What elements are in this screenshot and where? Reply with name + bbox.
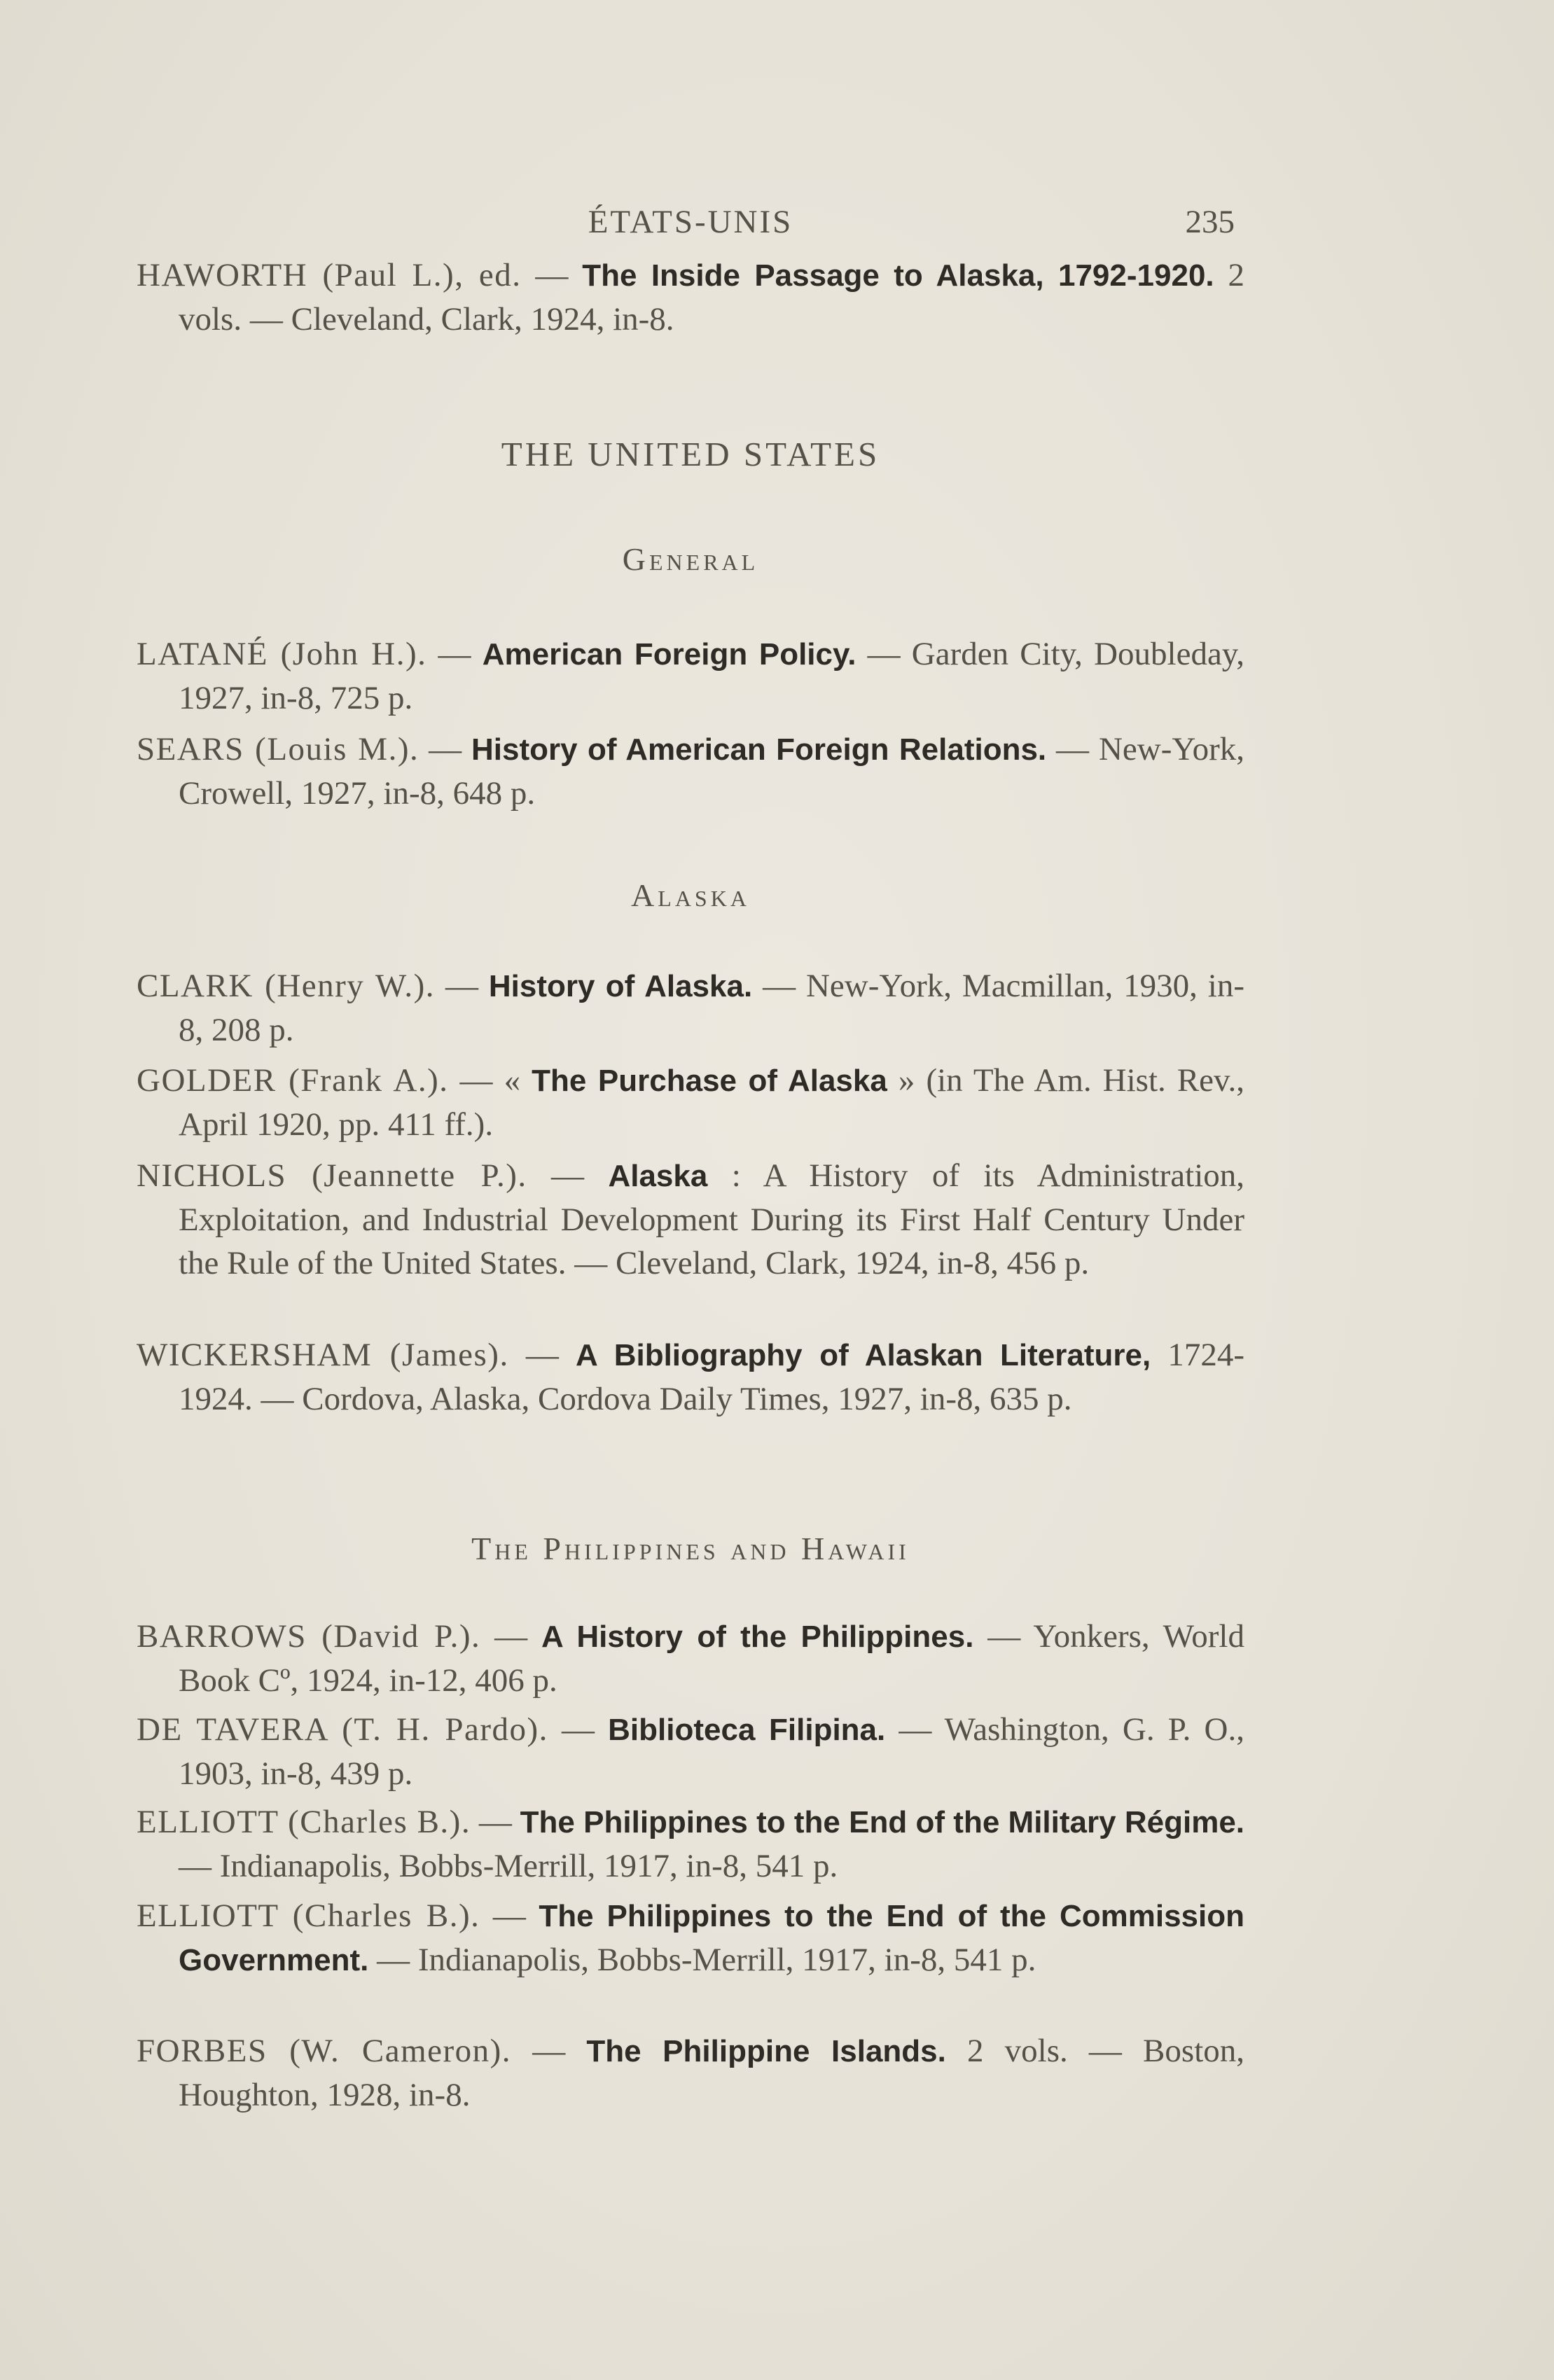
bibliography-entry bbox=[137, 1708, 1244, 1795]
bibliography-entry bbox=[137, 1154, 1244, 1285]
entry-publication: — Garden City, Doubleday, 1927, in-8, 725 p. bbox=[179, 636, 1245, 716]
entry-separator: — bbox=[426, 636, 483, 672]
entry-author: FORBES (W. Cameron). bbox=[137, 2033, 512, 2069]
entry-author: BARROWS (David P.). bbox=[137, 1618, 481, 1655]
entry-separator: — bbox=[508, 1337, 576, 1373]
entry-title: History of Alaska. bbox=[488, 969, 753, 1003]
entry-separator: — bbox=[548, 1711, 609, 1748]
entry-title: The Philippines to the End of the Commission Government. bbox=[179, 1899, 1245, 1977]
entry-author: CLARK (Henry W.). bbox=[137, 968, 436, 1004]
entry-publication: — Yonkers, World Book Cº, 1924, in-12, 406 p. bbox=[179, 1618, 1244, 1699]
entry-title: A History of the Philippines. bbox=[541, 1620, 974, 1654]
entry-title: Biblioteca Filipina. bbox=[608, 1713, 886, 1747]
entry-title: A Bibliography of Alaskan Literature, bbox=[575, 1338, 1151, 1372]
entry-author: SEARS (Louis M.). bbox=[137, 731, 419, 767]
bibliography-entry bbox=[137, 728, 1244, 815]
bibliography-entry bbox=[137, 1333, 1244, 1421]
entry-author: DE TAVERA (T. H. Pardo). bbox=[137, 1711, 548, 1748]
entry-separator: — bbox=[471, 1804, 520, 1840]
entry-separator: — bbox=[480, 1898, 539, 1934]
subsection-heading-general: General bbox=[622, 541, 759, 577]
page-number: 235 bbox=[1185, 204, 1235, 240]
subsection-heading-alaska: Alaska bbox=[631, 877, 750, 913]
entry-title: American Foreign Policy. bbox=[482, 637, 856, 671]
entry-author: WICKERSHAM (James). bbox=[137, 1337, 509, 1373]
entry-publication: — Washington, G. P. O., 1903, in-8, 439 p. bbox=[179, 1711, 1244, 1792]
entry-title: The Purchase of Alaska bbox=[532, 1064, 887, 1098]
entry-title: History of American Foreign Relations. bbox=[471, 732, 1047, 767]
entry-publication: — New-York, Macmillan, 1930, in-8, 208 p. bbox=[179, 968, 1245, 1048]
entry-title: The Philippine Islands. bbox=[586, 2034, 946, 2068]
entry-publication: — New-York, Crowell, 1927, in-8, 648 p. bbox=[179, 731, 1244, 812]
entry-author: LATANÉ (John H.). bbox=[137, 636, 427, 672]
entry-separator: — bbox=[527, 1157, 609, 1194]
entry-title: The Philippines to the End of the Military Régime. bbox=[520, 1805, 1245, 1839]
section-title: THE UNITED STATES bbox=[501, 435, 880, 473]
entry-separator: — bbox=[521, 257, 583, 293]
bibliography-entry bbox=[137, 253, 1244, 341]
bibliography-entry bbox=[137, 1615, 1244, 1702]
bibliography-entry bbox=[137, 2029, 1244, 2117]
running-head bbox=[137, 203, 1244, 245]
entry-author: ELLIOTT (Charles B.). bbox=[137, 1898, 480, 1934]
bibliography-entry bbox=[137, 964, 1244, 1052]
bibliography-entry bbox=[137, 632, 1244, 720]
entry-separator: — bbox=[419, 731, 472, 767]
entry-author: GOLDER (Frank A.). bbox=[137, 1062, 449, 1099]
entry-publication: — Indianapolis, Bobbs-Merrill, 1917, in-8, 541 p. bbox=[368, 1942, 1036, 1978]
entry-separator: — « bbox=[448, 1062, 532, 1099]
entry-publication: 1724-1924. — Cordova, Alaska, Cordova Daily Times, 1927, in-8, 635 p. bbox=[179, 1337, 1245, 1417]
entry-author: NICHOLS (Jeannette P.). bbox=[137, 1157, 527, 1194]
entry-title: Alaska bbox=[608, 1159, 708, 1193]
entry-author: HAWORTH (Paul L.), ed. bbox=[137, 257, 522, 293]
entry-separator: — bbox=[435, 968, 489, 1004]
running-title: ÉTATS-UNIS bbox=[588, 204, 793, 240]
bibliography-entry bbox=[137, 1059, 1244, 1146]
entry-title: The Inside Passage to Alaska, 1792-1920. bbox=[582, 258, 1214, 293]
entry-publication: » (in The Am. Hist. Rev., April 1920, pp. 411 ff.). bbox=[179, 1062, 1244, 1143]
entry-publication: 2 vols. — Cleveland, Clark, 1924, in-8. bbox=[179, 257, 1245, 337]
entry-separator: — bbox=[511, 2033, 587, 2069]
subsection-heading-philippines-hawaii: The Philippines and Hawaii bbox=[471, 1531, 910, 1566]
entry-author: ELLIOTT (Charles B.). bbox=[137, 1804, 471, 1840]
entry-separator: — bbox=[480, 1618, 541, 1655]
bibliography-entry bbox=[137, 1894, 1244, 1982]
entry-publication: 2 vols. — Boston, Houghton, 1928, in-8. bbox=[179, 2033, 1244, 2113]
bibliography-entry bbox=[137, 1800, 1244, 1888]
entry-publication: : A History of its Administration, Exploitation, and Industrial Development During its First Half Century Under the Rule of the United States. — Cleveland, Clark, 1924, in-8, 456 p. bbox=[179, 1157, 1244, 1281]
entry-publication: — Indianapolis, Bobbs-Merrill, 1917, in-8, 541 p. bbox=[179, 1848, 838, 1884]
